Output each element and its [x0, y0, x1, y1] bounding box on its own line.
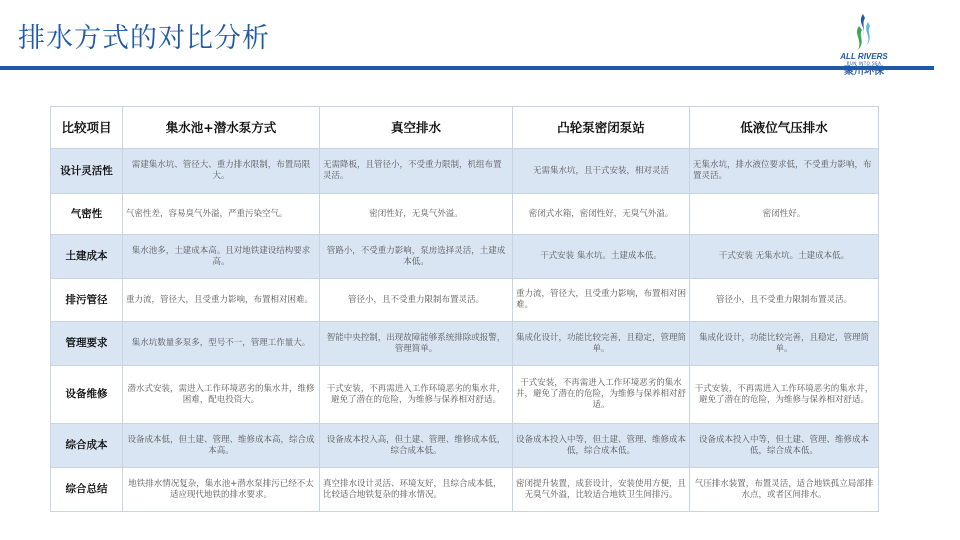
table-cell: 无需降板，且管径小，不受重力限制，机组布置灵活。 — [320, 149, 513, 194]
header-sump-pump: 集水池+潜水泵方式 — [123, 107, 320, 149]
table-cell: 密闭提升装置，成套设计，安装使用方便，且无臭气外溢，比较适合地铁卫生间排污。 — [513, 468, 690, 512]
table-cell: 智能中央控制，出现故障能够系统排除或报警，管理简单。 — [320, 322, 513, 366]
table-cell: 设备成本投入中等，但土建、管理、维修成本低，综合成本低。 — [690, 424, 879, 468]
table-cell: 管路小，不受重力影响，泵房选择灵活，土建成本低。 — [320, 235, 513, 279]
logo-english-text: ALL RIVERS — [840, 52, 888, 61]
table-cell: 气压排水装置，布置灵活，适合地铁孤立局部排水点，或者区间排水。 — [690, 468, 879, 512]
row-label: 排污管径 — [51, 279, 123, 322]
row-label: 气密性 — [51, 194, 123, 235]
row-label: 土建成本 — [51, 235, 123, 279]
table-cell: 潜水式安装，需进入工作环境恶劣的集水井，维修困难，配电投资大。 — [123, 366, 320, 424]
wave-logo-icon — [849, 12, 879, 52]
table-cell: 干式安装，不再需进入工作环境恶劣的集水井，避免了潜在的危险，为维修与保养相对舒适。 — [690, 366, 879, 424]
page-title: 排水方式的对比分析 — [18, 23, 270, 54]
header-cam-pump: 凸轮泵密闭泵站 — [513, 107, 690, 149]
table-cell: 干式安装，不再需进入工作环境恶劣的集水井，避免了潜在的危险，为维修与保养相对舒适。 — [320, 366, 513, 424]
table-row — [51, 322, 879, 366]
table-cell: 密闭性好。 — [690, 194, 879, 235]
table-cell: 设备成本投入中等，但土建、管理、维修成本低，综合成本低。 — [513, 424, 690, 468]
company-logo — [826, 12, 902, 92]
table-cell: 设备成本低，但土建、管理、维修成本高，综合成本高。 — [123, 424, 320, 468]
row-label: 管理要求 — [51, 322, 123, 366]
row-label: 综合成本 — [51, 424, 123, 468]
table-cell: 集水坑数量多泵多，型号不一，管理工作量大。 — [123, 322, 320, 366]
table-cell: 管径小，且不受重力限制布置灵活。 — [320, 279, 513, 322]
table-cell: 干式安装 集水坑。土建成本低。 — [513, 235, 690, 279]
table-cell: 集成化设计，功能比较完善，且稳定，管理简单。 — [690, 322, 879, 366]
table-cell: 密闭式水箱，密闭性好，无臭气外溢。 — [513, 194, 690, 235]
row-label: 设计灵活性 — [51, 149, 123, 194]
table-row — [51, 468, 879, 512]
row-label: 综合总结 — [51, 468, 123, 512]
table-cell: 无需集水坑，且干式安装，相对灵活 — [513, 149, 690, 194]
table-cell: 密闭性好，无臭气外溢。 — [320, 194, 513, 235]
table-cell: 重力流，管径大，且受重力影响，布置相对困难。 — [123, 279, 320, 322]
table-row — [51, 366, 879, 424]
table-cell: 集成化设计，功能比较完善，且稳定，管理简单。 — [513, 322, 690, 366]
table-cell: 干式安装，不再需进入工作环境恶劣的集水井，避免了潜在的危险，为维修与保养相对舒适。 — [513, 366, 690, 424]
table-row — [51, 235, 879, 279]
logo-chinese-text: 聚川环保 — [844, 66, 884, 77]
table-row — [51, 279, 879, 322]
table-cell: 真空排水设计灵活、环境友好，且综合成本低，比较适合地铁复杂的排水情况。 — [320, 468, 513, 512]
table-row — [51, 194, 879, 235]
table-cell: 地铁排水情况复杂，集水池+潜水泵排污已经不太适应现代地铁的排水要求。 — [123, 468, 320, 512]
table-cell: 集水池多，土建成本高。且对地铁建设结构要求高。 — [123, 235, 320, 279]
table-row — [51, 424, 879, 468]
table-cell: 无集水坑，排水液位要求低，不受重力影响，布置灵活。 — [690, 149, 879, 194]
comparison-table — [50, 106, 879, 512]
row-label: 设备维修 — [51, 366, 123, 424]
table-cell: 重力流，管径大，且受重力影响，布置相对困难。 — [513, 279, 690, 322]
table-cell: 需建集水坑、管径大、重力排水限制，布置局限大。 — [123, 149, 320, 194]
table-cell: 管径小，且不受重力限制布置灵活。 — [690, 279, 879, 322]
title-underline — [0, 66, 934, 70]
table-row — [51, 149, 879, 194]
logo-tagline: RUN INTO SEA — [846, 61, 882, 66]
header-vacuum: 真空排水 — [320, 107, 513, 149]
table-cell: 干式安装 无集水坑。土建成本低。 — [690, 235, 879, 279]
table-cell: 气密性差，容易臭气外溢，严重污染空气。 — [123, 194, 320, 235]
header-pneumatic: 低液位气压排水 — [690, 107, 879, 149]
table-header-row — [51, 107, 879, 149]
header-item: 比较项目 — [51, 107, 123, 149]
table-cell: 设备成本投入高，但土建、管理、维修成本低，综合成本低。 — [320, 424, 513, 468]
